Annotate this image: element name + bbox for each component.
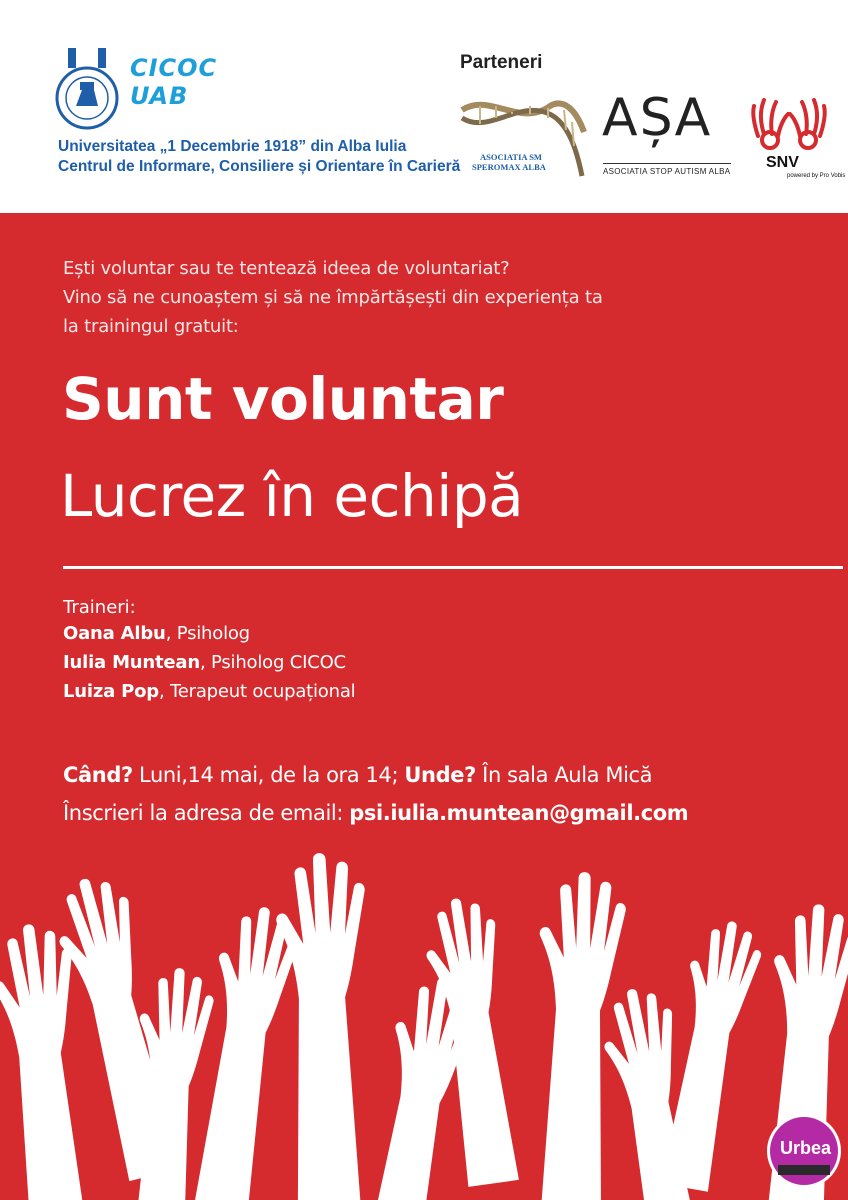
when-label: Când? [63,763,133,787]
intro-line-1: Ești voluntar sau te tentează ideea de voluntariat? [63,258,510,279]
asa-logo-letters: AȘA [602,88,713,148]
intro-line-3: la trainingul gratuit: [63,316,239,337]
trainer-role: , Psiholog [165,623,250,644]
when-value: Luni,14 mai, de la ora 14; [132,763,405,787]
snv-hands-logo-icon [748,96,830,154]
header-bar [0,0,848,213]
asa-logo-subtitle: ASOCIATIA STOP AUTISM ALBA [603,167,731,176]
snv-logo-subtitle: powered by Pro Vobis [787,173,846,179]
asa-logo-divider [603,163,731,164]
headline-subtitle: Lucrez în echipă [60,462,524,530]
title-divider [63,566,843,569]
trainer-name: Iulia Muntean [63,652,200,673]
event-when-where [63,763,652,787]
email-link[interactable]: psi.iulia.muntean@gmail.com [349,801,689,825]
headline-title: Sunt voluntar [62,365,504,433]
where-value: În sala Aula Mică [475,763,653,787]
sm-logo-line2: SPEROMAX ALBA [472,162,546,172]
partners-title: Parteneri [460,52,543,73]
sm-speromax-logo-text [472,152,546,172]
registration-line [63,801,688,825]
university-name: Universitatea „1 Decembrie 1918” din Alba Iulia [58,138,407,155]
cicoc-logo-line1: CICOC [130,54,218,82]
intro-line-2: Vino să ne cunoaștem și să ne împărtășești din experiența ta [63,287,603,308]
trainer-role: , Psiholog CICOC [199,652,346,673]
cicoc-logo-line2: UAB [130,82,189,110]
raised-hands-illustration [0,850,848,1200]
trainer-name: Luiza Pop [63,681,159,702]
where-label: Unde? [404,763,476,787]
email-label: Înscrieri la adresa de email: [63,801,350,825]
trainers-label: Traineri: [63,597,136,618]
uab-university-logo-icon [54,46,120,132]
urbea-badge-text: Urbea [780,1138,832,1158]
trainer-name: Oana Albu [63,623,166,644]
trainer-role: , Terapeut ocupațional [159,681,356,702]
center-name: Centrul de Informare, Consiliere și Orientare în Carieră [58,158,461,175]
trainer-item [63,652,346,673]
cicoc-logo [130,54,217,110]
sm-logo-line1: ASOCIATIA SM [480,152,542,162]
trainer-item [63,623,250,644]
trainer-item [63,681,355,702]
snv-logo-text: SNV [766,154,799,171]
